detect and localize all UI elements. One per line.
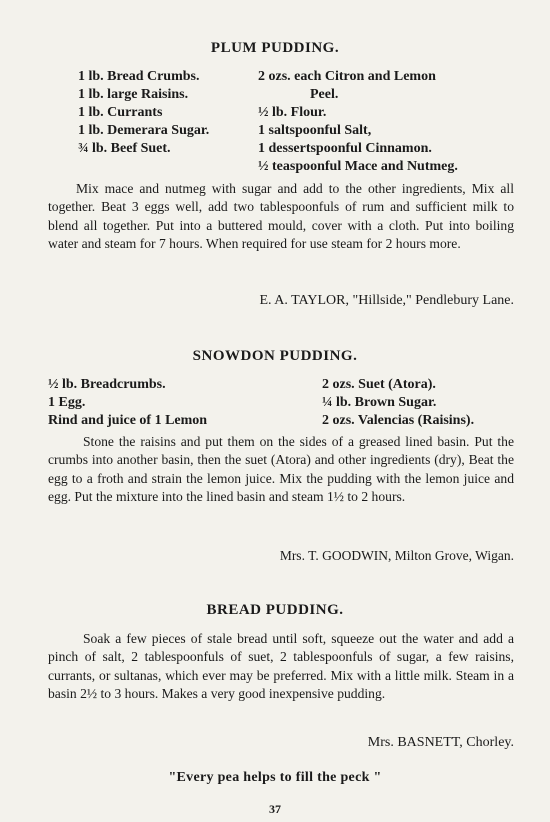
recipe-title-snowdon-pudding: SNOWDON PUDDING. <box>192 348 358 364</box>
ingredient: ¾ lb. Beef Suet. <box>78 141 171 156</box>
recipe-title-bread-pudding: BREAD PUDDING. <box>206 602 344 618</box>
ingredient: Rind and juice of 1 Lemon <box>48 413 208 428</box>
ingredient: 1 lb. large Raisins. <box>78 87 189 102</box>
ingredient: 1 saltspoonful Salt, <box>258 123 372 138</box>
ingredient: ½ teaspoonful Mace and Nutmeg. <box>258 159 458 174</box>
snowdon-method: Stone the raisins and put them on the sides of a greased lined basin. Put the crumbs into another basin, then the suet (Atora) and other ingredients (dry), Beat the egg to a froth and strain the lemon juice. Mix the pudding with the lemon juice and egg. Put the mixture into the lined basin and steam 1½ to 2 hours. <box>48 434 514 505</box>
ingredient: ¼ lb. Brown Sugar. <box>322 395 437 410</box>
ingredient: ½ lb. Flour. <box>258 105 327 120</box>
bread-method: Soak a few pieces of stale bread until soft, squeeze out the water and add a pinch of salt, 2 tablespoonfuls of suet, 2 tablespoonfuls of sugar, a few raisins, currants, or sultanas, which ever may be preferred. Mix with a little milk. Steam in a basin 2½ to 3 hours. Makes a very good inexpensive pudding. <box>48 631 514 702</box>
snowdon-ingredients-right <box>322 376 474 430</box>
ingredient: 2 ozs. each Citron and Lemon <box>258 69 436 84</box>
snowdon-contributor: Mrs. T. GOODWIN, Milton Grove, Wigan. <box>279 548 514 563</box>
plum-contributor: E. A. TAYLOR, "Hillside," Pendlebury Lane. <box>259 293 514 308</box>
ingredient: 2 ozs. Valencias (Raisins). <box>322 413 475 428</box>
ingredient: 1 lb. Bread Crumbs. <box>78 69 200 84</box>
proverb: "Every pea helps to fill the peck " <box>168 770 382 785</box>
ingredient: 1 dessertspoonful Cinnamon. <box>258 141 432 156</box>
plum-ingredients-right <box>258 68 458 176</box>
plum-ingredients-left <box>78 68 209 158</box>
ingredient: ½ lb. Breadcrumbs. <box>48 377 166 392</box>
ingredient: 1 Egg. <box>48 395 86 410</box>
page-number: 37 <box>269 802 281 816</box>
ingredient: 1 lb. Currants <box>78 105 163 120</box>
ingredient: Peel. <box>310 87 339 102</box>
ingredient: 2 ozs. Suet (Atora). <box>322 377 436 392</box>
recipe-title-plum-pudding: PLUM PUDDING. <box>210 40 340 56</box>
plum-method: Mix mace and nutmeg with sugar and add to the other ingredients, Mix all together. Beat 3 eggs well, add two tablespoonfuls of rum and sufficient milk to blend all together. Put into a buttered mould, cover with a cloth. Put into boiling water and steam for 7 hours. When required for use steam for 2 hours more. <box>48 181 514 252</box>
ingredient: 1 lb. Demerara Sugar. <box>78 123 210 138</box>
snowdon-ingredients-left <box>48 376 207 430</box>
bread-contributor: Mrs. BASNETT, Chorley. <box>367 735 514 750</box>
